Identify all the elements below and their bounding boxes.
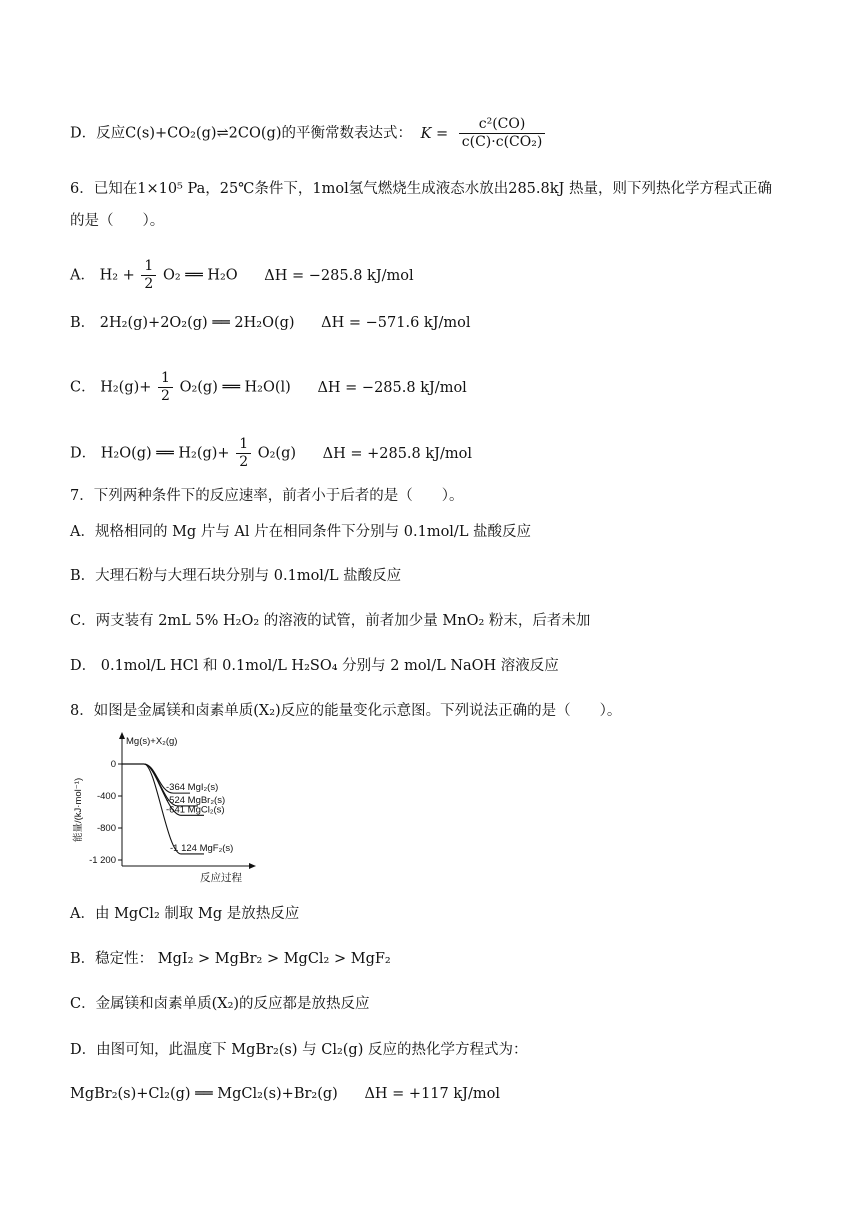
q8-d-equation-line	[70, 1084, 500, 1104]
q6-c-enthalpy: ΔH = −285.8 kJ/mol	[317, 379, 467, 396]
q8-option-a: A．由 MgCl₂ 制取 Mg 是放热反应	[70, 906, 300, 922]
curve-label: -641 MgCl₂(s)	[166, 804, 225, 816]
q8-stem: 8．如图是金属镁和卤素单质(X₂)反应的能量变化示意图。下列说法正确的是（ ）。	[70, 703, 622, 719]
y-tick-label: -800	[96, 823, 116, 834]
q5-d-suffix: 的平衡常数表达式：	[281, 125, 412, 142]
q7-stem: 7．下列两种条件下的反应速率，前者小于后者的是（ ）。	[70, 488, 464, 504]
q6-option-d	[70, 436, 472, 471]
q6-a-frac-num: 1	[141, 258, 156, 276]
q7-option-c: C．两支装有 2mL 5% H₂O₂ 的溶液的试管，前者加少量 MnO₂ 粉末，后者未加	[70, 613, 591, 629]
q6-a-fraction	[141, 258, 156, 293]
q6-c-label: C．	[70, 379, 96, 396]
q5-d-k-prefix: K =	[420, 125, 449, 142]
q5-d-equation: C(s)+CO₂(g)⇌2CO(g)	[125, 125, 282, 142]
q7-option-d: D． 0.1mol/L HCl 和 0.1mol/L H₂SO₄ 分别与 2 mol/L NaOH 溶液反应	[70, 658, 559, 674]
q6-d-frac-num: 1	[236, 436, 251, 454]
q6-b-label: B．	[70, 315, 96, 331]
q6-option-a	[70, 258, 414, 293]
q8-option-b: B．稳定性： MgI₂ > MgBr₂ > MgCl₂ > MgF₂	[70, 951, 391, 967]
q5-d-label: D．反应	[70, 125, 126, 142]
q6-stem-line2: 的是（ ）。	[70, 213, 165, 229]
q6-d-frac-den: 2	[239, 454, 249, 470]
q6-c-fraction	[158, 370, 173, 405]
q5-d-k-numerator: c²(CO)	[459, 116, 546, 134]
q6-c-lhs: H₂(g)+	[100, 379, 152, 396]
energy-diagram	[70, 732, 260, 884]
q6-a-lhs: H₂ +	[99, 267, 135, 284]
q7-option-a: A．规格相同的 Mg 片与 Al 片在相同条件下分别与 0.1mol/L 盐酸反应	[70, 524, 532, 540]
start-label: Mg(s)+X₂(g)	[126, 736, 178, 747]
q6-c-frac-num: 1	[158, 370, 173, 388]
q6-a-enthalpy: ΔH = −285.8 kJ/mol	[264, 267, 414, 284]
y-axis-arrow	[119, 732, 125, 739]
q6-b-enthalpy: ΔH = −571.6 kJ/mol	[321, 315, 471, 331]
q6-option-b	[70, 313, 471, 333]
q6-stem-line1: 6．已知在1×10⁵ Pa，25℃条件下，1mol氢气燃烧生成液态水放出285.8kJ 热量，则下列热化学方程式正确	[70, 181, 772, 197]
q8-option-d: D．由图可知，此温度下 MgBr₂(s) 与 Cl₂(g) 反应的热化学方程式为：	[70, 1042, 528, 1058]
y-tick-label: -400	[96, 791, 116, 802]
q6-d-rhs: O₂(g)	[257, 445, 297, 462]
q5-d-k-fraction	[459, 116, 546, 151]
q6-d-enthalpy: ΔH = +285.8 kJ/mol	[322, 445, 472, 462]
q8-d-enthalpy: ΔH = +117 kJ/mol	[364, 1086, 500, 1102]
q6-c-rhs: O₂(g) ══ H₂O(l)	[179, 379, 291, 396]
q7-option-b: B．大理石粉与大理石块分别与 0.1mol/L 盐酸反应	[70, 568, 402, 584]
q8-d-equation: MgBr₂(s)+Cl₂(g) ══ MgCl₂(s)+Br₂(g)	[70, 1086, 338, 1102]
q5-d-k-denominator: c(C)·c(CO₂)	[461, 134, 543, 150]
q6-b-equation: 2H₂(g)+2O₂(g) ══ 2H₂O(g)	[99, 315, 295, 331]
q6-d-label: D．	[70, 445, 97, 462]
q6-d-fraction	[236, 436, 251, 471]
x-axis-arrow	[249, 863, 256, 869]
q6-c-frac-den: 2	[161, 388, 170, 404]
curve-label: -364 MgI₂(s)	[166, 782, 219, 794]
y-tick-label: 0	[110, 759, 116, 770]
curve-label: -1 124 MgF₂(s)	[170, 842, 234, 854]
q6-a-rhs: O₂ ══ H₂O	[162, 267, 238, 284]
q6-option-c	[70, 370, 467, 405]
y-axis-label: 能量/(kJ·mol⁻¹)	[73, 777, 84, 842]
q8-option-c: C．金属镁和卤素单质(X₂)的反应都是放热反应	[70, 996, 370, 1012]
curve-label: -524 MgBr₂(s)	[166, 794, 226, 806]
x-axis-label: 反应过程	[200, 872, 242, 884]
q5-option-d	[70, 116, 547, 151]
q6-a-frac-den: 2	[144, 276, 154, 292]
q6-a-label: A．	[70, 267, 95, 284]
y-tick-label: -1 200	[89, 855, 116, 866]
q6-d-lhs: H₂O(g) ══ H₂(g)+	[100, 445, 230, 462]
